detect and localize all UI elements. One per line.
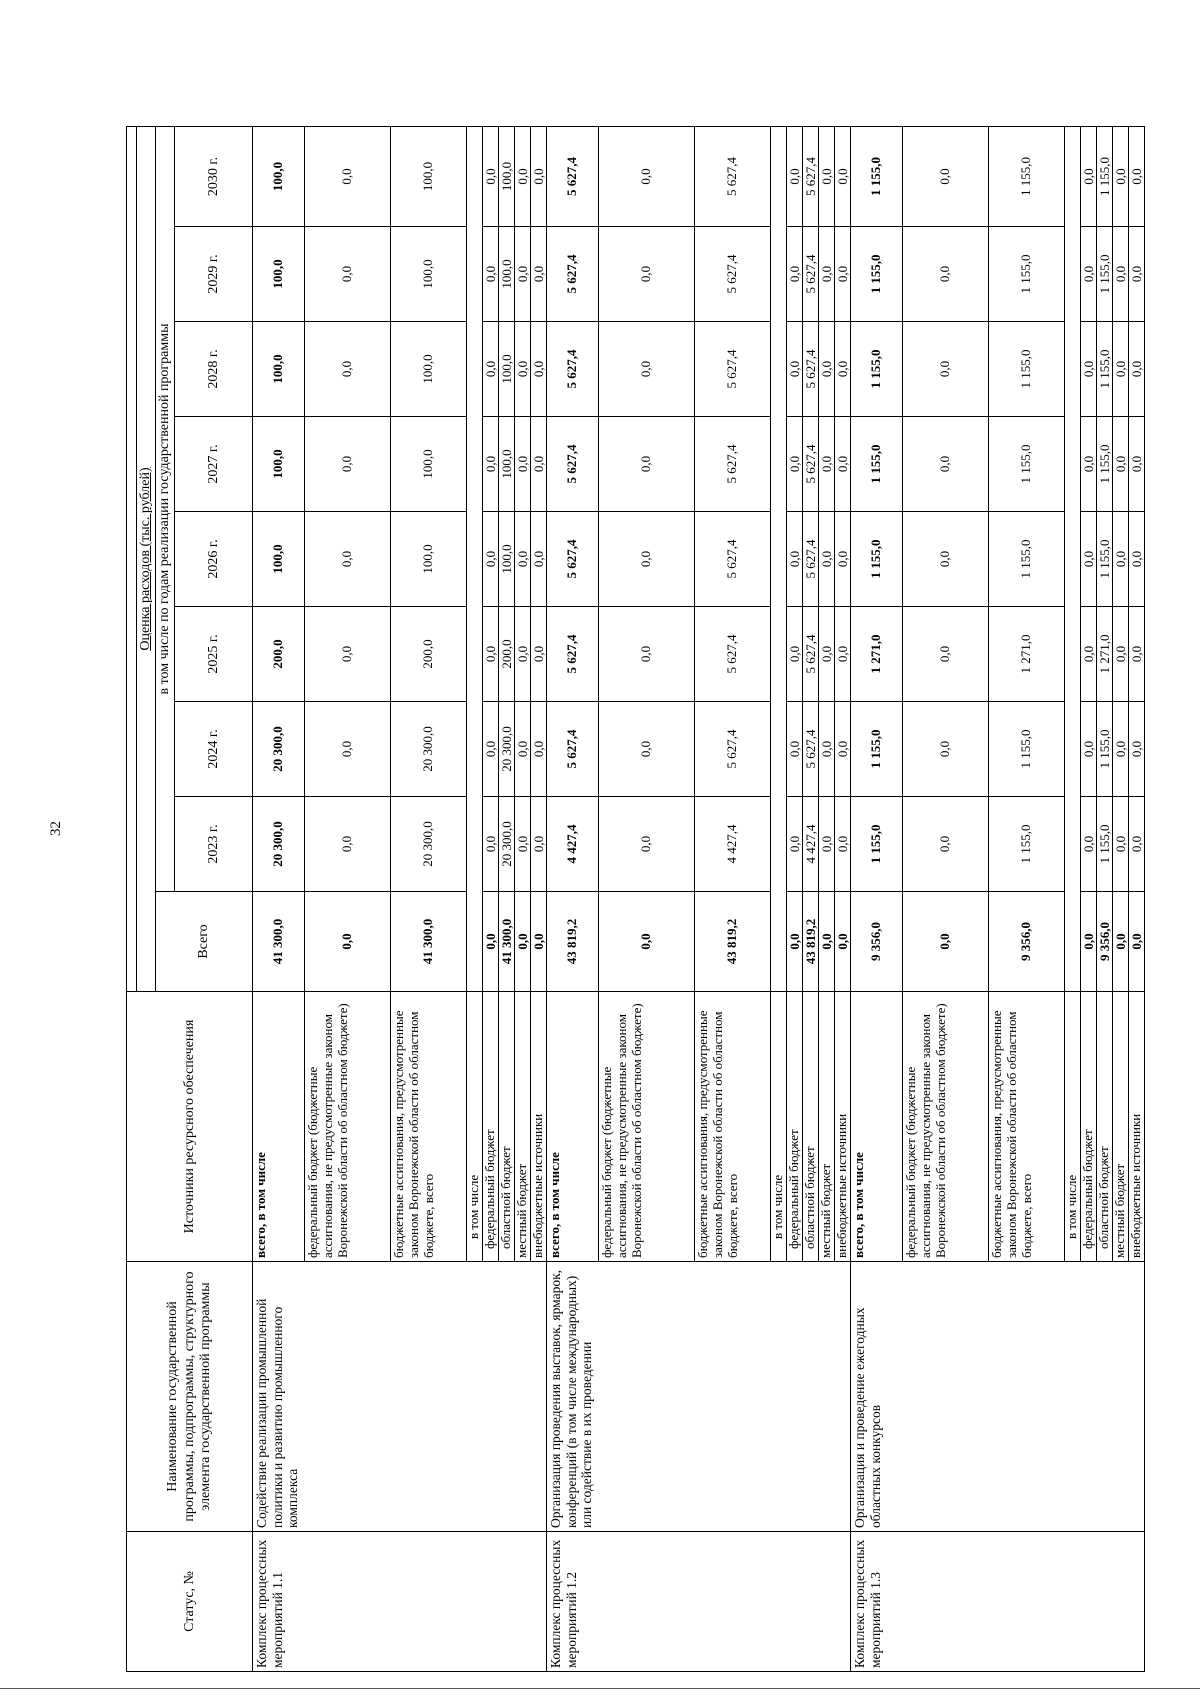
group-name: Организация проведения выставок, ярмарок, конференций (в том числе международных) или содействие в их проведении xyxy=(547,1262,851,1532)
year-value-cell: 1 155,0 xyxy=(1097,227,1113,322)
year-value-cell: 0,0 xyxy=(1081,227,1097,322)
group-name: Содействие реализации промышленной политики и развитию промышленного комплекса xyxy=(253,1262,547,1532)
header-year: 2030 г. xyxy=(175,126,253,226)
year-value-cell: 1 155,0 xyxy=(1097,322,1113,417)
total-value-cell: 0,0 xyxy=(819,892,835,992)
source-label: бюджетные ассигнования, предусмотренные законом Воронежской области об областном бюджете, всего xyxy=(989,992,1065,1262)
year-value-cell: 5 627,4 xyxy=(695,322,771,417)
year-value-cell: 0,0 xyxy=(599,417,695,512)
year-value-cell: 0,0 xyxy=(531,797,547,892)
year-value-cell: 1 155,0 xyxy=(851,322,903,417)
source-label: федеральный бюджет (бюджетные ассигнования, не предусмотренные законом Воронежской области об областном бюджете) xyxy=(903,992,989,1262)
total-value-cell: 0,0 xyxy=(787,892,803,992)
year-value-cell: 1 155,0 xyxy=(1097,797,1113,892)
year-value-cell: 0,0 xyxy=(787,126,803,226)
year-value-cell: 20 300,0 xyxy=(391,702,467,797)
year-value-cell: 0,0 xyxy=(483,227,499,322)
year-value-cell: 1 271,0 xyxy=(851,607,903,702)
source-label: федеральный бюджет (бюджетные ассигнования, не предусмотренные законом Воронежской области об областном бюджете) xyxy=(599,992,695,1262)
year-value-cell: 4 427,4 xyxy=(803,797,819,892)
year-value-cell: 0,0 xyxy=(515,322,531,417)
table-row xyxy=(253,126,305,1671)
header-year: 2028 г. xyxy=(175,322,253,417)
year-value-cell: 0,0 xyxy=(787,227,803,322)
year-value-cell: 0,0 xyxy=(1129,417,1145,512)
year-value-cell: 0,0 xyxy=(531,126,547,226)
year-value-cell: 0,0 xyxy=(1081,607,1097,702)
header-total: Всего xyxy=(156,892,253,992)
year-value-cell: 0,0 xyxy=(835,702,851,797)
header-year: 2026 г. xyxy=(175,512,253,607)
source-label: областной бюджет xyxy=(1097,992,1113,1262)
year-value-cell: 0,0 xyxy=(1081,417,1097,512)
source-label: областной бюджет xyxy=(803,992,819,1262)
total-value-cell: 0,0 xyxy=(903,892,989,992)
year-value-cell: 1 155,0 xyxy=(1097,417,1113,512)
year-value-cell: 0,0 xyxy=(483,607,499,702)
year-value-cell: 0,0 xyxy=(1129,227,1145,322)
year-value-cell: 20 300,0 xyxy=(253,797,305,892)
year-value-cell: 0,0 xyxy=(835,227,851,322)
header-year: 2027 г. xyxy=(175,417,253,512)
year-value-cell: 0,0 xyxy=(1081,797,1097,892)
year-value-cell: 1 271,0 xyxy=(989,607,1065,702)
year-value-cell: 1 155,0 xyxy=(1097,512,1113,607)
year-value-cell: 100,0 xyxy=(391,126,467,226)
year-value-cell: 0,0 xyxy=(515,417,531,512)
year-value-cell: 0,0 xyxy=(515,607,531,702)
header-status: Статус, № xyxy=(127,1532,253,1672)
year-value-cell: 20 300,0 xyxy=(499,797,515,892)
total-value-cell: 9 356,0 xyxy=(1097,892,1113,992)
header-sources: Источники ресурсного обеспечения xyxy=(127,992,253,1262)
total-value-cell: 0,0 xyxy=(483,892,499,992)
year-value-cell: 0,0 xyxy=(903,126,989,226)
total-value-cell: 0,0 xyxy=(1081,892,1097,992)
year-value-cell: 0,0 xyxy=(1113,512,1129,607)
year-value-cell: 100,0 xyxy=(253,227,305,322)
rotated-table-container xyxy=(126,127,1144,1672)
year-value-cell: 0,0 xyxy=(819,126,835,226)
year-value-cell: 5 627,4 xyxy=(803,417,819,512)
year-value-cell: 0,0 xyxy=(531,227,547,322)
year-value-cell: 0,0 xyxy=(1113,702,1129,797)
source-label: федеральный бюджет xyxy=(483,992,499,1262)
source-label: местный бюджет xyxy=(515,992,531,1262)
header-estimate: Оценка расходов (тыс. рублей) xyxy=(137,126,156,991)
year-value-cell: 5 627,4 xyxy=(695,512,771,607)
year-value-cell: 5 627,4 xyxy=(547,322,599,417)
year-value-cell: 0,0 xyxy=(531,702,547,797)
year-value-cell: 0,0 xyxy=(819,417,835,512)
year-value-cell: 5 627,4 xyxy=(803,607,819,702)
year-value-cell: 0,0 xyxy=(1113,417,1129,512)
header-year: 2023 г. xyxy=(175,797,253,892)
year-value-cell: 20 300,0 xyxy=(253,702,305,797)
year-value-cell: 0,0 xyxy=(305,417,391,512)
year-value-cell: 0,0 xyxy=(835,797,851,892)
year-value-cell: 0,0 xyxy=(599,797,695,892)
year-value-cell: 100,0 xyxy=(391,322,467,417)
year-value-cell: 0,0 xyxy=(787,797,803,892)
empty-value-cell xyxy=(467,126,483,991)
year-value-cell: 0,0 xyxy=(1129,797,1145,892)
year-value-cell: 0,0 xyxy=(819,702,835,797)
year-value-cell: 0,0 xyxy=(903,227,989,322)
source-label: в том числе xyxy=(771,992,787,1262)
header-year: 2029 г. xyxy=(175,227,253,322)
year-value-cell: 0,0 xyxy=(305,607,391,702)
year-value-cell: 0,0 xyxy=(835,126,851,226)
year-value-cell: 0,0 xyxy=(483,322,499,417)
year-value-cell: 1 155,0 xyxy=(989,512,1065,607)
year-value-cell: 0,0 xyxy=(515,512,531,607)
year-value-cell: 0,0 xyxy=(531,417,547,512)
year-value-cell: 0,0 xyxy=(483,797,499,892)
total-value-cell: 0,0 xyxy=(1113,892,1129,992)
year-value-cell: 100,0 xyxy=(391,227,467,322)
year-value-cell: 5 627,4 xyxy=(547,417,599,512)
source-label: федеральный бюджет xyxy=(1081,992,1097,1262)
year-value-cell: 5 627,4 xyxy=(695,607,771,702)
year-value-cell: 100,0 xyxy=(499,227,515,322)
year-value-cell: 4 427,4 xyxy=(547,797,599,892)
bottom-rule xyxy=(0,1688,1200,1689)
total-value-cell: 43 819,2 xyxy=(803,892,819,992)
source-label: всего, в том числе xyxy=(547,992,599,1262)
year-value-cell: 0,0 xyxy=(1081,512,1097,607)
year-value-cell: 5 627,4 xyxy=(547,227,599,322)
year-value-cell: 0,0 xyxy=(599,322,695,417)
year-value-cell: 0,0 xyxy=(599,126,695,226)
source-label: в том числе xyxy=(467,992,483,1262)
total-value-cell: 0,0 xyxy=(515,892,531,992)
year-value-cell: 0,0 xyxy=(1081,126,1097,226)
total-value-cell: 0,0 xyxy=(1129,892,1145,992)
header-name: Наименование государственной программы, подпрограммы, структурного элемента государственной программы xyxy=(127,1262,253,1532)
empty-value-cell xyxy=(771,126,787,991)
year-value-cell: 0,0 xyxy=(515,797,531,892)
year-value-cell: 0,0 xyxy=(1081,322,1097,417)
year-value-cell: 0,0 xyxy=(787,702,803,797)
year-value-cell: 0,0 xyxy=(1129,702,1145,797)
header-by-years: в том числе по годам реализации государственной программы xyxy=(156,126,175,891)
year-value-cell: 0,0 xyxy=(1129,322,1145,417)
year-value-cell: 0,0 xyxy=(903,417,989,512)
year-value-cell: 0,0 xyxy=(305,797,391,892)
year-value-cell: 0,0 xyxy=(819,512,835,607)
year-value-cell: 0,0 xyxy=(531,607,547,702)
year-value-cell: 0,0 xyxy=(483,702,499,797)
total-value-cell: 41 300,0 xyxy=(391,892,467,992)
source-label: областной бюджет xyxy=(499,992,515,1262)
header-year: 2024 г. xyxy=(175,702,253,797)
year-value-cell: 0,0 xyxy=(1113,227,1129,322)
source-label: всего, в том числе xyxy=(851,992,903,1262)
group-status: Комплекс процессных мероприятий 1.2 xyxy=(547,1532,851,1672)
group-name: Организация и проведение ежегодных областных конкурсов xyxy=(851,1262,1145,1532)
year-value-cell: 0,0 xyxy=(835,512,851,607)
year-value-cell: 0,0 xyxy=(835,322,851,417)
year-value-cell: 0,0 xyxy=(1129,607,1145,702)
header-year: 2025 г. xyxy=(175,607,253,702)
group-status: Комплекс процессных мероприятий 1.1 xyxy=(253,1532,547,1672)
total-value-cell: 9 356,0 xyxy=(851,892,903,992)
year-value-cell: 5 627,4 xyxy=(547,512,599,607)
year-value-cell: 0,0 xyxy=(1129,512,1145,607)
year-value-cell: 1 155,0 xyxy=(851,417,903,512)
total-value-cell: 0,0 xyxy=(305,892,391,992)
year-value-cell: 1 155,0 xyxy=(1097,702,1113,797)
year-value-cell: 0,0 xyxy=(531,512,547,607)
year-value-cell: 20 300,0 xyxy=(499,702,515,797)
year-value-cell: 0,0 xyxy=(787,417,803,512)
year-value-cell: 0,0 xyxy=(903,607,989,702)
year-value-cell: 0,0 xyxy=(903,512,989,607)
year-value-cell: 100,0 xyxy=(391,512,467,607)
year-value-cell: 20 300,0 xyxy=(391,797,467,892)
year-value-cell: 5 627,4 xyxy=(695,227,771,322)
year-value-cell: 1 155,0 xyxy=(989,417,1065,512)
year-value-cell: 0,0 xyxy=(305,227,391,322)
year-value-cell: 1 155,0 xyxy=(989,797,1065,892)
year-value-cell: 5 627,4 xyxy=(803,227,819,322)
year-value-cell: 5 627,4 xyxy=(695,417,771,512)
year-value-cell: 5 627,4 xyxy=(547,702,599,797)
table-row xyxy=(547,126,599,1671)
source-label: внебюджетные источники xyxy=(531,992,547,1262)
source-label: местный бюджет xyxy=(1113,992,1129,1262)
year-value-cell: 1 155,0 xyxy=(851,797,903,892)
year-value-cell: 0,0 xyxy=(1113,322,1129,417)
year-value-cell: 5 627,4 xyxy=(547,126,599,226)
year-value-cell: 100,0 xyxy=(499,322,515,417)
year-value-cell: 100,0 xyxy=(253,322,305,417)
year-value-cell: 100,0 xyxy=(253,126,305,226)
year-value-cell: 0,0 xyxy=(599,512,695,607)
year-value-cell: 0,0 xyxy=(1113,126,1129,226)
year-value-cell: 0,0 xyxy=(599,702,695,797)
year-value-cell: 0,0 xyxy=(1081,702,1097,797)
total-value-cell: 43 819,2 xyxy=(695,892,771,992)
year-value-cell: 200,0 xyxy=(391,607,467,702)
year-value-cell: 1 155,0 xyxy=(1097,126,1113,226)
year-value-cell: 0,0 xyxy=(1129,126,1145,226)
year-value-cell: 100,0 xyxy=(391,417,467,512)
year-value-cell: 0,0 xyxy=(835,417,851,512)
year-value-cell: 0,0 xyxy=(515,126,531,226)
year-value-cell: 0,0 xyxy=(305,322,391,417)
source-label: федеральный бюджет xyxy=(787,992,803,1262)
year-value-cell: 1 271,0 xyxy=(1097,607,1113,702)
year-value-cell: 100,0 xyxy=(499,126,515,226)
empty-value-cell xyxy=(1065,126,1081,991)
year-value-cell: 1 155,0 xyxy=(989,702,1065,797)
year-value-cell: 5 627,4 xyxy=(803,322,819,417)
year-value-cell: 200,0 xyxy=(253,607,305,702)
year-value-cell: 0,0 xyxy=(531,322,547,417)
source-label: в том числе xyxy=(1065,992,1081,1262)
year-value-cell: 0,0 xyxy=(819,797,835,892)
year-value-cell: 1 155,0 xyxy=(851,126,903,226)
year-value-cell: 0,0 xyxy=(1113,797,1129,892)
table-body xyxy=(253,126,1145,1671)
year-value-cell: 1 155,0 xyxy=(851,227,903,322)
source-label: внебюджетные источники xyxy=(1129,992,1145,1262)
year-value-cell: 0,0 xyxy=(835,607,851,702)
year-value-cell: 0,0 xyxy=(515,702,531,797)
year-value-cell: 0,0 xyxy=(787,512,803,607)
total-value-cell: 9 356,0 xyxy=(989,892,1065,992)
year-value-cell: 5 627,4 xyxy=(803,126,819,226)
year-value-cell: 100,0 xyxy=(499,512,515,607)
year-value-cell: 0,0 xyxy=(787,322,803,417)
year-value-cell: 5 627,4 xyxy=(695,126,771,226)
budget-table xyxy=(126,126,1145,1672)
year-value-cell: 0,0 xyxy=(903,797,989,892)
table-header xyxy=(127,126,253,1671)
year-value-cell: 1 155,0 xyxy=(851,702,903,797)
year-value-cell: 5 627,4 xyxy=(695,702,771,797)
year-value-cell: 5 627,4 xyxy=(547,607,599,702)
group-status: Комплекс процессных мероприятий 1.3 xyxy=(851,1532,1145,1672)
total-value-cell: 0,0 xyxy=(599,892,695,992)
year-value-cell: 0,0 xyxy=(305,512,391,607)
year-value-cell: 0,0 xyxy=(1113,607,1129,702)
year-value-cell: 5 627,4 xyxy=(803,512,819,607)
table-row xyxy=(851,126,903,1671)
year-value-cell: 0,0 xyxy=(599,607,695,702)
year-value-cell: 0,0 xyxy=(903,322,989,417)
year-value-cell: 0,0 xyxy=(305,126,391,226)
source-label: внебюджетные источники xyxy=(835,992,851,1262)
page-number: 32 xyxy=(48,821,64,836)
total-value-cell: 41 300,0 xyxy=(253,892,305,992)
year-value-cell: 0,0 xyxy=(819,607,835,702)
year-value-cell: 0,0 xyxy=(515,227,531,322)
year-value-cell: 1 155,0 xyxy=(989,322,1065,417)
header-top-spacer xyxy=(127,126,137,991)
year-value-cell: 1 155,0 xyxy=(851,512,903,607)
year-value-cell: 0,0 xyxy=(305,702,391,797)
year-value-cell: 200,0 xyxy=(499,607,515,702)
year-value-cell: 4 427,4 xyxy=(695,797,771,892)
year-value-cell: 100,0 xyxy=(253,512,305,607)
year-value-cell: 0,0 xyxy=(787,607,803,702)
year-value-cell: 5 627,4 xyxy=(803,702,819,797)
year-value-cell: 1 155,0 xyxy=(989,227,1065,322)
year-value-cell: 100,0 xyxy=(499,417,515,512)
year-value-cell: 0,0 xyxy=(483,126,499,226)
year-value-cell: 0,0 xyxy=(483,417,499,512)
year-value-cell: 0,0 xyxy=(903,702,989,797)
source-label: бюджетные ассигнования, предусмотренные законом Воронежской области об областном бюджете, всего xyxy=(695,992,771,1262)
year-value-cell: 0,0 xyxy=(599,227,695,322)
year-value-cell: 100,0 xyxy=(253,417,305,512)
year-value-cell: 0,0 xyxy=(819,227,835,322)
total-value-cell: 0,0 xyxy=(531,892,547,992)
year-value-cell: 0,0 xyxy=(819,322,835,417)
total-value-cell: 41 300,0 xyxy=(499,892,515,992)
total-value-cell: 43 819,2 xyxy=(547,892,599,992)
source-label: местный бюджет xyxy=(819,992,835,1262)
year-value-cell: 1 155,0 xyxy=(989,126,1065,226)
total-value-cell: 0,0 xyxy=(835,892,851,992)
year-value-cell: 0,0 xyxy=(483,512,499,607)
source-label: бюджетные ассигнования, предусмотренные законом Воронежской области об областном бюджете, всего xyxy=(391,992,467,1262)
source-label: федеральный бюджет (бюджетные ассигнования, не предусмотренные законом Воронежской области об областном бюджете) xyxy=(305,992,391,1262)
source-label: всего, в том числе xyxy=(253,992,305,1262)
